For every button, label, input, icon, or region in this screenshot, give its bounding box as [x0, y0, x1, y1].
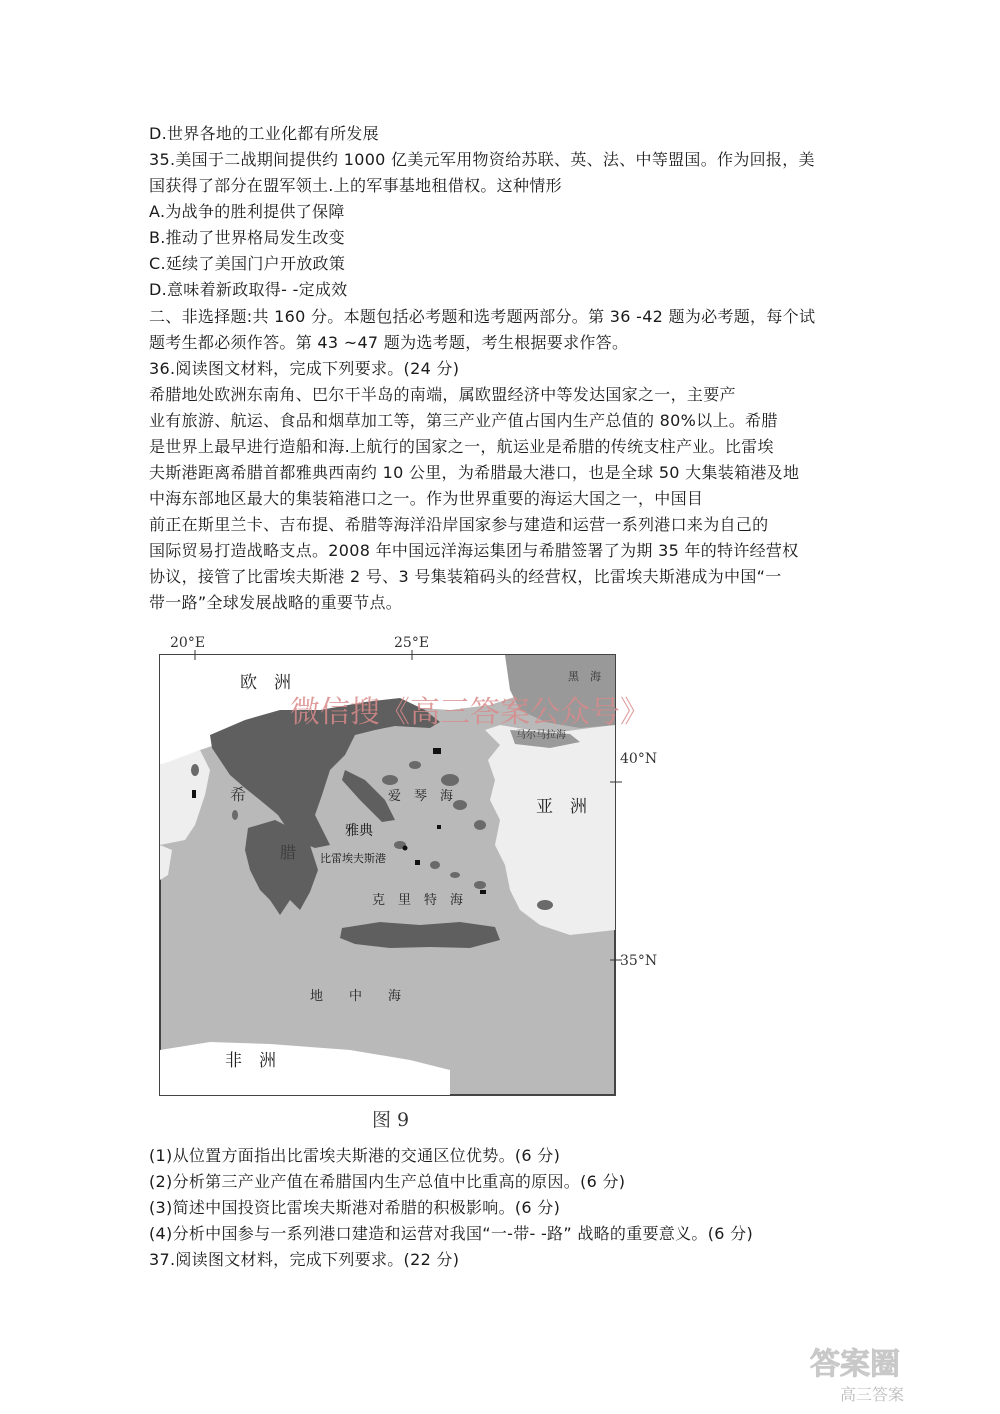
answer-option-a: A.为战争的胜利提供了保障	[149, 202, 345, 221]
passage-line-2: 业有旅游、航运、食品和烟草加工等，第三产业产值占国内生产总值的 80%以上。希腊	[149, 411, 778, 430]
answer-option-d-prev: D.世界各地的工业化都有所发展	[149, 124, 379, 143]
passage-line-1: 希腊地处欧洲东南角、巴尔干半岛的南端，属欧盟经济中等发达国家之一，主要产	[149, 385, 736, 404]
question-35-line-2: 国获得了部分在盟军领土.上的军事基地租借权。这种情形	[149, 176, 562, 195]
lon-label-25e: 25°E	[394, 635, 430, 651]
question-36-3: (3)简述中国投资比雷埃夫斯港对希腊的积极影响。(6 分)	[149, 1198, 561, 1217]
section-heading-line-1: 二、非选择题:共 160 分。本题包括必考题和选考题两部分。第 36 -42 题为必考题，每个试	[149, 307, 816, 326]
label-greece-1: 希	[230, 785, 247, 804]
label-marmara: 马尔马拉海	[516, 730, 566, 741]
corner-watermark-bottom: 高三答案	[840, 1385, 905, 1404]
label-asia: 亚 洲	[536, 797, 587, 817]
question-36-title: 36.阅读图文材料，完成下列要求。(24 分)	[149, 359, 460, 378]
map-watermark: 微信搜《高三答案公众号》	[290, 695, 650, 730]
passage-line-4: 夫斯港距离希腊首都雅典西南约 10 公里，为希腊最大港口，也是全球 50 大集装箱港及地	[149, 463, 800, 482]
greece-map	[150, 630, 658, 1100]
passage-line-7: 国际贸易打造战略支点。2008 年中国远洋海运集团与希腊签署了为期 35 年的特许经营权	[149, 541, 799, 560]
label-africa: 非 洲	[225, 1051, 276, 1071]
question-36-2: (2)分析第三产业产值在希腊国内生产总值中比重高的原因。(6 分)	[149, 1172, 626, 1191]
passage-line-5: 中海东部地区最大的集装箱港口之一。作为世界重要的海运大国之一，中国目	[149, 489, 704, 508]
question-35-line-1: 35.美国于二战期间提供约 1000 亿美元军用物资给苏联、英、法、中等盟国。作为回报，美	[149, 150, 815, 169]
figure-caption: 图 9	[372, 1109, 410, 1131]
lon-label-20e: 20°E	[170, 635, 206, 651]
lat-label-35n: 35°N	[620, 953, 658, 969]
piraeus-marker	[403, 846, 408, 851]
label-europe: 欧 洲	[240, 673, 291, 693]
lat-label-40n: 40°N	[620, 751, 658, 767]
label-athens: 雅典	[345, 823, 373, 839]
label-greece-2: 腊	[280, 843, 297, 862]
answer-option-c: C.延续了美国门户开放政策	[149, 254, 346, 273]
corner-watermark-top: 答案圈	[810, 1347, 900, 1382]
label-mediterranean: 地 中 海	[310, 989, 402, 1004]
corner-watermark-logo	[800, 1336, 970, 1406]
crete-island	[340, 922, 500, 948]
answer-option-d: D.意味着新政取得- -定成效	[149, 280, 348, 299]
question-36-1: (1)从位置方面指出比雷埃夫斯港的交通区位优势。(6 分)	[149, 1146, 561, 1165]
label-black-sea: 黑 海	[568, 670, 601, 683]
section-heading-line-2: 题考生都必须作答。第 43 ~47 题为选考题，考生根据要求作答。	[149, 333, 629, 352]
label-aegean: 爱 琴 海	[388, 789, 454, 804]
passage-line-6: 前正在斯里兰卡、吉布提、希腊等海洋沿岸国家参与建造和运营一系列港口来为自己的	[149, 515, 769, 534]
label-piraeus: 比雷埃夫斯港	[320, 852, 386, 865]
answer-option-b: B.推动了世界格局发生改变	[149, 228, 345, 247]
passage-line-9: 带一路”全球发展战略的重要节点。	[149, 593, 403, 612]
question-36-4: (4)分析中国参与一系列港口建造和运营对我国“一-带- -路” 战略的重要意义。(6 分)	[149, 1224, 753, 1243]
question-37-title: 37.阅读图文材料，完成下列要求。(22 分)	[149, 1250, 460, 1269]
label-crete-sea: 克 里 特 海	[372, 893, 464, 908]
greece-map-figure	[150, 630, 658, 1100]
passage-line-3: 是世界上最早进行造船和海.上航行的国家之一，航运业是希腊的传统支柱产业。比雷埃	[149, 437, 774, 456]
passage-line-8: 协议，接管了比雷埃夫斯港 2 号、3 号集装箱码头的经营权，比雷埃夫斯港成为中国“一	[149, 567, 782, 586]
